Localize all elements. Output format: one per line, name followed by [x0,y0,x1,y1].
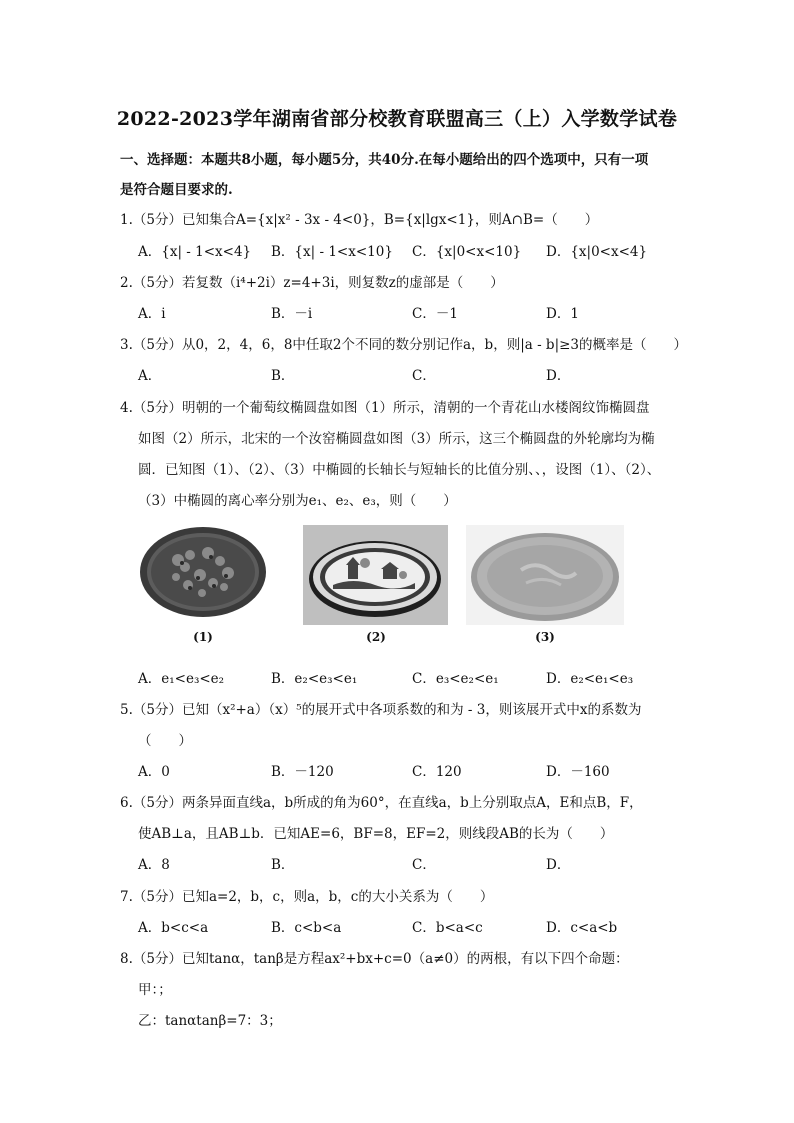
question-4-line2: 如图（2）所示，北宋的一个汝窑椭圆盘如图（3）所示，这三个椭圆盘的外轮廓均为椭 [138,431,655,447]
option-b: B．e₂<e₃<e₁ [271,671,358,687]
question-4-line4: （3）中椭圆的离心率分别为e₁、e₂、e₃，则（ ） [138,493,457,509]
question-5-stem: 5.（5分）已知（x²+a）（x）⁵的展开式中各项系数的和为 - 3，则该展开式中x的系数为 [120,702,642,718]
option-d: D．1 [546,306,579,322]
option-a: A．8 [138,857,170,873]
figure-2-caption: (2) [366,630,386,644]
option-d: D．－160 [546,764,610,780]
option-a: A．0 [138,764,170,780]
plate-figure-1 [138,525,268,620]
page-title: 2022-2023学年湖南省部分校教育联盟高三（上）入学数学试卷 [116,108,678,130]
option-a: A．i [138,306,166,322]
question-7-stem: 7.（5分）已知a=2，b，c，则a，b，c的大小关系为（ ） [120,889,494,905]
option-a: A．b<c<a [138,920,209,936]
section-heading-line2: 是符合题目要求的. [120,182,233,198]
question-8-proposition-jia: 甲：； [138,982,172,998]
option-d: D． [546,368,571,384]
option-a: A．e₁<e₃<e₂ [138,671,225,687]
option-c: C． [412,368,436,384]
question-3-stem: 3.（5分）从0，2，4，6，8中任取2个不同的数分别记作a，b，则|a - b|≥3的概率是（ ） [120,337,688,353]
option-a: A． [138,368,162,384]
option-d: D．e₂<e₁<e₃ [546,671,634,687]
plate-figure-2 [303,525,448,625]
option-d: D．c<a<b [546,920,618,936]
question-8-stem: 8.（5分）已知tanα，tanβ是方程ax²+bx+c=0（a≠0）的两根，有以下四个命题： [120,951,629,967]
option-c: C．－1 [412,306,458,322]
question-2-stem: 2.（5分）若复数（i⁴+2i）z=4+3i，则复数z的虚部是（ ） [120,275,504,291]
figure-1-caption: (1) [193,630,213,644]
question-6-line2: 使AB⊥a，且AB⊥b．已知AE=6，BF=8，EF=2，则线段AB的长为（ ） [138,826,614,842]
option-b: B． [271,857,295,873]
plate-figure-3 [466,525,624,625]
question-1-stem: 1.（5分）已知集合A={x|x² - 3x - 4<0}，B={x|lgx<1}，则A∩B=（ ） [120,212,599,228]
option-c: C．e₃<e₂<e₁ [412,671,499,687]
option-c: C．120 [412,764,462,780]
option-b: B．－i [271,306,313,322]
question-4-line3: 圆．已知图（1）、（2）、（3）中椭圆的长轴长与短轴长的比值分别、、，设图（1）、（2）、 [138,462,661,478]
option-b: B． [271,368,295,384]
option-c: C．{x|0<x<10} [412,244,522,260]
option-c: C．b<a<c [412,920,483,936]
section-heading-line1: 一、选择题：本题共8小题，每小题5分，共40分.在每小题给出的四个选项中，只有一项 [120,152,649,168]
option-b: B．{x| - 1<x<10} [271,244,393,260]
option-b: B．－120 [271,764,334,780]
option-c: C． [412,857,436,873]
option-d: D． [546,857,571,873]
option-b: B．c<b<a [271,920,342,936]
figure-3-caption: (3) [535,630,555,644]
option-a: A．{x| - 1<x<4} [138,244,252,260]
question-8-proposition-yi: 乙：tanαtanβ=7：3； [138,1013,282,1029]
question-6-line1: 6.（5分）两条异面直线a，b所成的角为60°，在直线a，b上分别取点A，E和点B，F， [120,795,643,811]
option-d: D．{x|0<x<4} [546,244,648,260]
question-5-stem-cont: （ ） [138,733,192,749]
question-4-line1: 4.（5分）明朝的一个葡萄纹椭圆盘如图（1）所示，清朝的一个青花山水楼阁纹饰椭圆盘 [120,400,650,416]
